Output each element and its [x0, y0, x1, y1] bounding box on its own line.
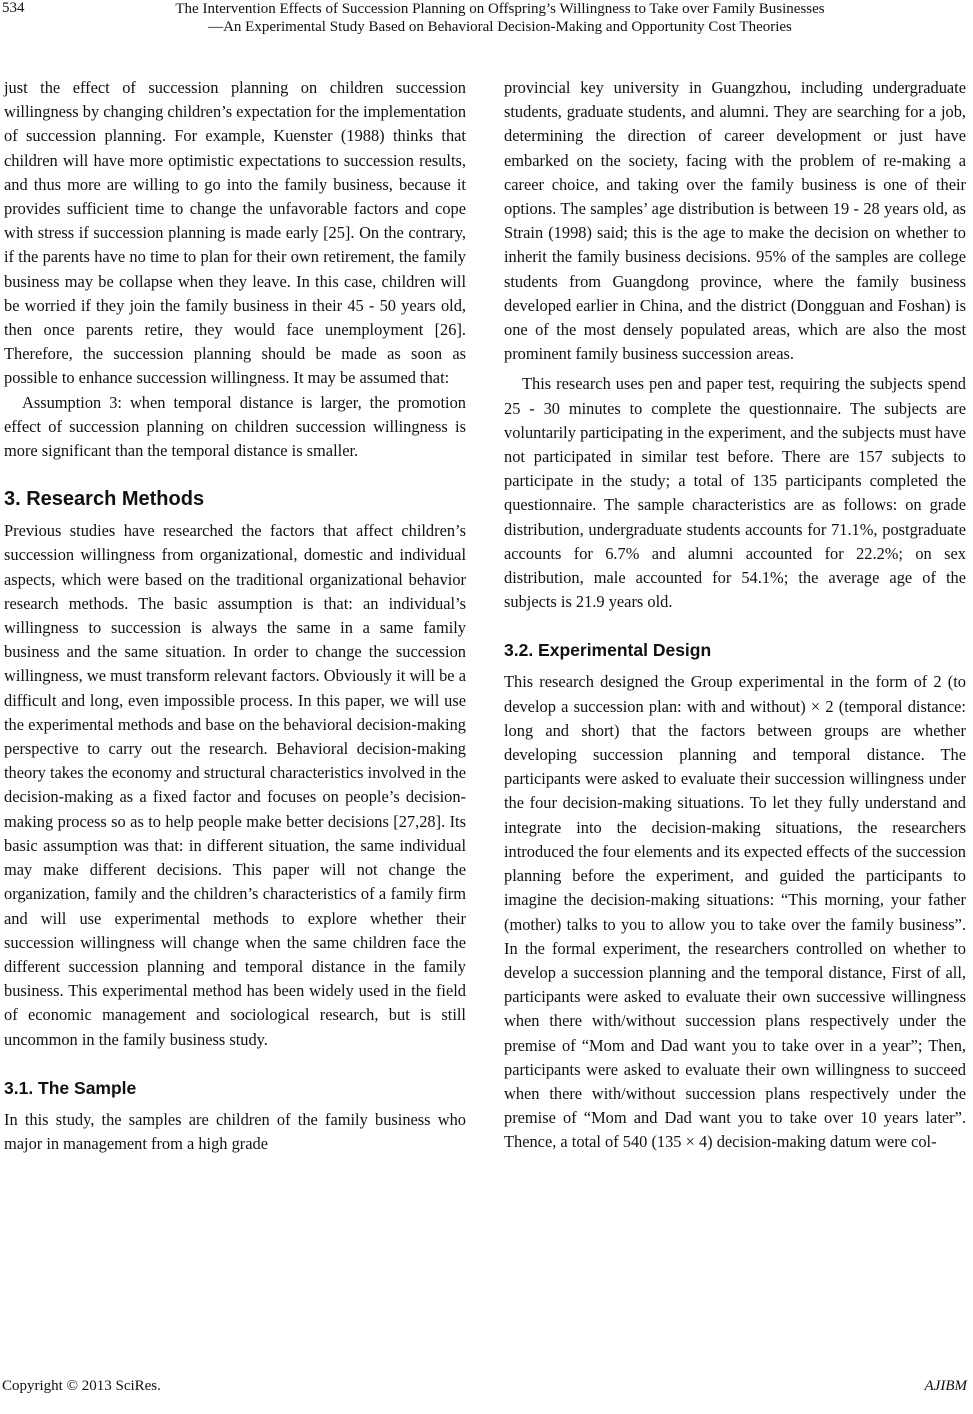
left-column	[4, 76, 466, 1156]
running-head	[60, 0, 940, 36]
running-title-line1: The Intervention Effects of Succession Planning on Offspring’s Willingness to Take over Family Businesses	[175, 1, 825, 17]
paragraph: provincial key university in Guangzhou, including undergraduate students, graduate students, and alumni. They are searching for a job, determining the direction of career development or just have embarked on the society, facing with the problem of re-making a career choice, and taking over the family business is one of their options. The samples’ age distribution is between 19 - 28 years old, as Strain (1998) said; this is the age to make the decision on whether to inherit the family business decisions. 95% of the samples are college students from Guangdong province, where the family business developed earlier in China, and the district (Dongguan and Foshan) is one of the most densely populated areas, which are also the most prominent family business succession areas.	[504, 78, 966, 364]
paragraph: This research designed the Group experimental in the form of 2 (to develop a succession plan: with and without) × 2 (temporal distance: long and short) that the factors between groups are whether developing succession planning and temporal distance. The participants were asked to evaluate their succession willingness under the four decision-making situations. To let they fully understand and integrate into the decision-making situations, the researchers introduced the four elements and its expected effects of the succession planning before the experiment, and guided the participants to imagine the decision-making situations: “This morning, your father (mother) talks to you to allow you to take over the family business”. In the formal experiment, the researchers controlled on whether to develop a succession planning and the temporal distance, First of all, participants were asked to evaluate their own successive willingness when there with/without succession plans respectively under the premise of “Mom and Dad want you to take over in a year”; Then, participants were asked to evaluate their own willingness to succeed when there with/without succession plans respectively under the premise of “Mom and Dad want you to take over 10 years later”. Thence, a total of 540 (135 × 4) decision-making datum were col-	[504, 672, 966, 1152]
page-number: 534	[2, 0, 25, 16]
paragraph: just the effect of succession planning on children succession willingness by changing children’s expectation for the implementation of succession planning. For example, Kuenster (1988) thinks that children will have more optimistic expectations to succession results, and thus more are willing to go into the family business, because it provides sufficient time to change the unfavorable factors and cope with stress if succession planning is made early [25]. On the contrary, if the parents have no time to plan for their own retirement, the family business may be collapse when they leave. In this case, children will be worried if they join the family business in their 45 - 50 years old, then once parents retire, they would face unemployment [26]. Therefore, the succession planning should be made as soon as possible to enhance succession willingness. It may be assumed that:	[4, 78, 467, 388]
paragraph: In this study, the samples are children of the family business who major in management from a high grade	[4, 1109, 466, 1153]
paragraph: Previous studies have researched the factors that affect children’s succession willingness from organizational, domestic and individual aspects, which were based on the traditional organizational behavior research methods. The basic assumption is that: an individual’s willingness to succession is always the same in a same family business and the same situation. In order to change the succession willingness, we must transform relevant factors. Obviously it will be a difficult and long, even impossible process. In this paper, we will use the experimental methods and base on the behavioral decision-making perspective to carry out the research. Behavioral decision-making theory takes the economy and structural characteristics involved in the decision-making as a fixed factor and focuses on people’s decision-making process so as to help people make better decisions [27,28]. Its basic assumption was that: in different situation, the same individual may make different decisions. This paper will not change the organization, family and the children’s characteristics of a family firm and will use experimental methods to explore whether their succession willingness will change when the same children face the different succession planning and temporal distance in the family business. This experimental method has been widely used in the field of economic management and sociological research, but is still uncommon in the family business study.	[4, 521, 466, 1049]
assumption-paragraph: Assumption 3: when temporal distance is larger, the promotion effect of succession planning on children succession willingness is more significant than the temporal distance is smaller.	[4, 392, 466, 461]
right-column	[504, 76, 966, 1155]
section-heading: 3. Research Methods	[4, 488, 205, 511]
paragraph: This research uses pen and paper test, requiring the subjects spend 25 - 30 minutes to complete the questionnaire. The subjects are voluntarily participating in the experiment, and the subjects must have not participated in similar test before. There are 157 subjects to participate in the study; a total of 135 participants completed the questionnaire. The sample characteristics are as follows: on grade distribution, undergraduate students accounts for 71.1%, postgraduate accounts for 6.7% and alumni accounted for 22.2%; on sex distribution, male accounted for 54.1%; the average age of the subjects is 21.9 years old.	[504, 374, 966, 612]
running-title-line2: —An Experimental Study Based on Behavioral Decision-Making and Opportunity Cost Theories	[208, 19, 792, 35]
subsection-heading: 3.2. Experimental Design	[504, 640, 712, 661]
footer-journal: AJIBM	[924, 1378, 967, 1394]
footer-copyright: Copyright © 2013 SciRes.	[2, 1378, 161, 1394]
subsection-heading: 3.1. The Sample	[4, 1077, 137, 1098]
